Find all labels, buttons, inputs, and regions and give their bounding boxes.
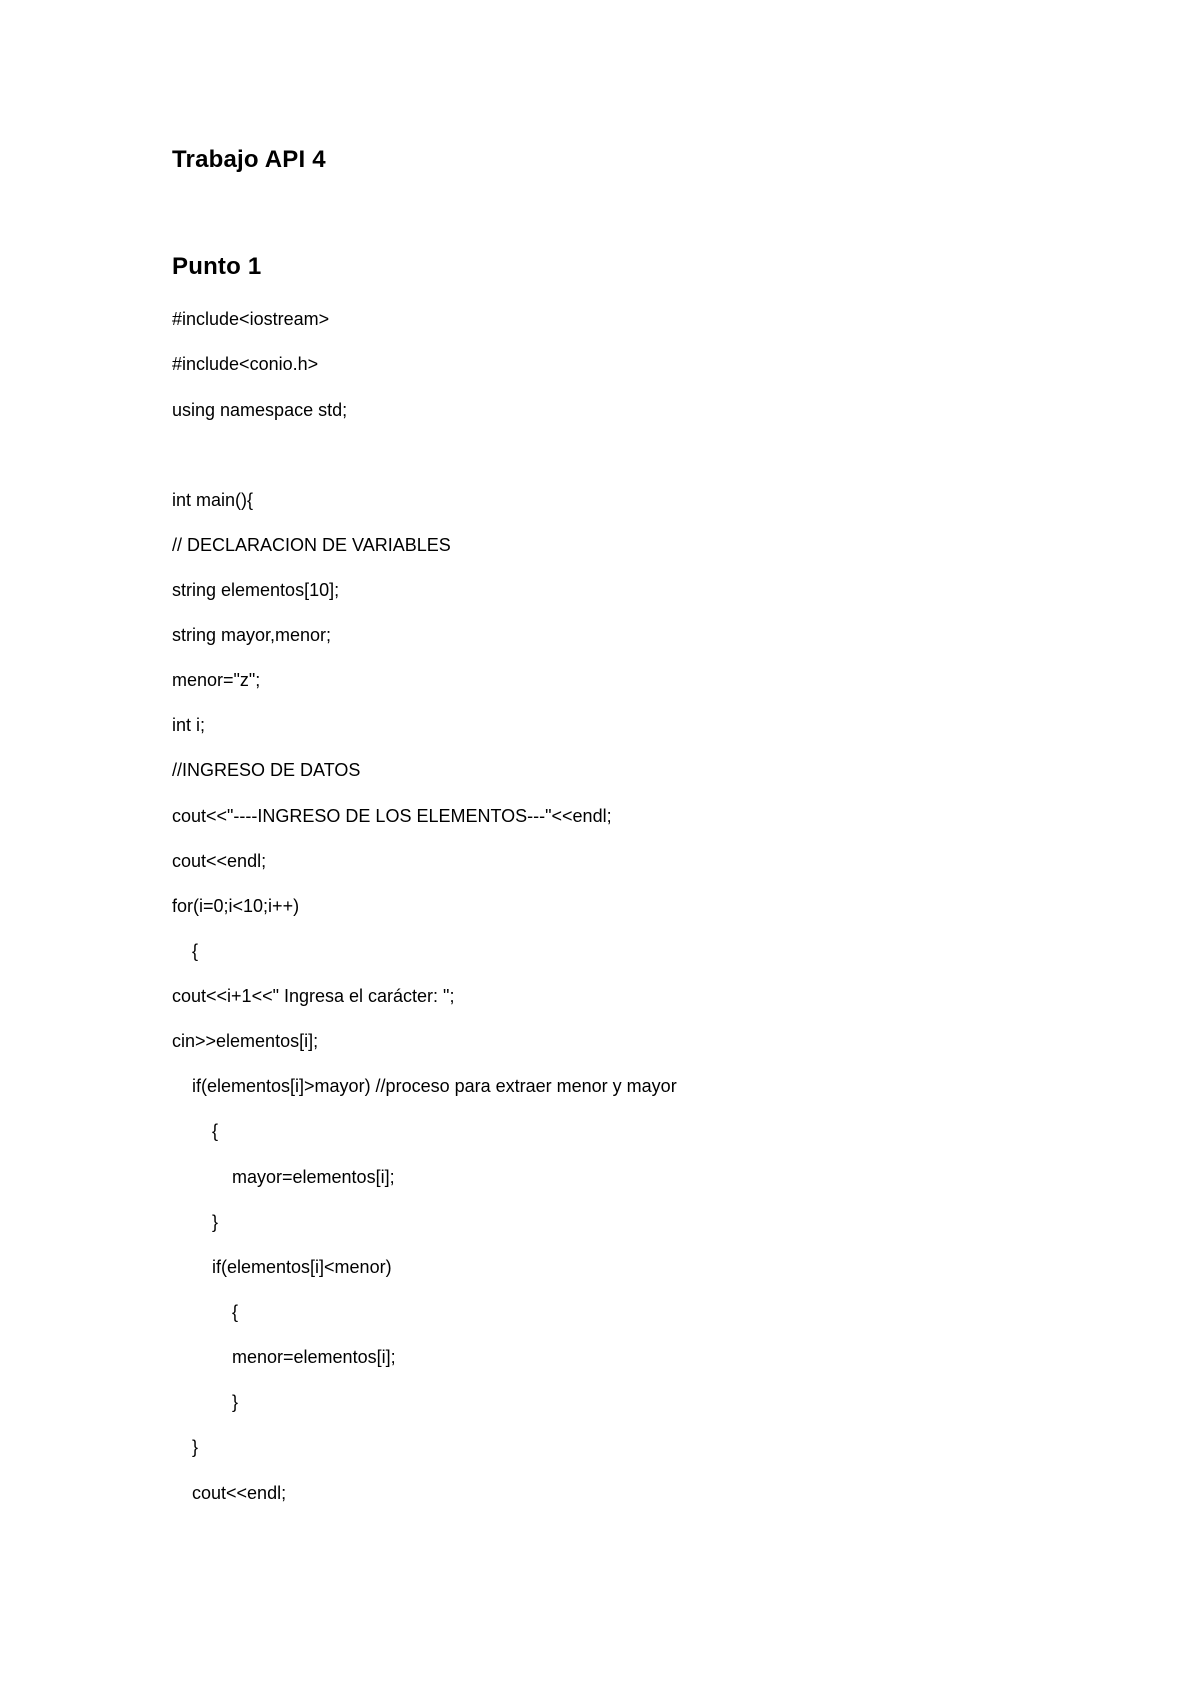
code-line-if-mayor: if(elementos[i]>mayor) //proceso para extraer menor y mayor — [192, 1076, 677, 1096]
code-line-using-namespace: using namespace std; — [172, 400, 348, 420]
code-line-menor-init: menor="z"; — [172, 670, 261, 690]
code-line-prompt: cout<<i+1<<" Ingresa el carácter: "; — [172, 986, 455, 1006]
code-line-declaration-comment: // DECLARACION DE VARIABLES — [172, 535, 451, 555]
code-line-if-mayor-close-brace: } — [212, 1212, 219, 1232]
code-line-cin: cin>>elementos[i]; — [172, 1031, 319, 1051]
code-line-if-menor-open-brace: { — [232, 1302, 239, 1322]
section-heading: Punto 1 — [172, 253, 262, 280]
code-line-input-heading: cout<<"----INGRESO DE LOS ELEMENTOS---"<<endl; — [172, 806, 612, 826]
code-line-endl: cout<<endl; — [172, 851, 267, 871]
code-line-if-menor: if(elementos[i]<menor) — [212, 1257, 392, 1277]
code-line-for-loop: for(i=0;i<10;i++) — [172, 896, 300, 916]
code-line-input-comment: //INGRESO DE DATOS — [172, 760, 361, 780]
document-title: Trabajo API 4 — [172, 146, 326, 173]
code-line-include-conio: #include<conio.h> — [172, 354, 319, 374]
code-line-mayor-menor: string mayor,menor; — [172, 625, 332, 645]
code-line-assign-menor: menor=elementos[i]; — [232, 1347, 396, 1367]
code-line-elements-array: string elementos[10]; — [172, 580, 340, 600]
code-line-if-menor-close-brace: } — [232, 1392, 239, 1412]
code-line-int-i: int i; — [172, 715, 206, 735]
code-line-main-function: int main(){ — [172, 490, 254, 510]
code-line-for-open-brace: { — [192, 941, 199, 961]
code-line-include-iostream: #include<iostream> — [172, 309, 330, 329]
code-line-final-endl: cout<<endl; — [192, 1483, 287, 1503]
code-line-assign-mayor: mayor=elementos[i]; — [232, 1167, 395, 1187]
code-line-for-close-brace: } — [192, 1437, 199, 1457]
code-line-if-mayor-open-brace: { — [212, 1121, 219, 1141]
